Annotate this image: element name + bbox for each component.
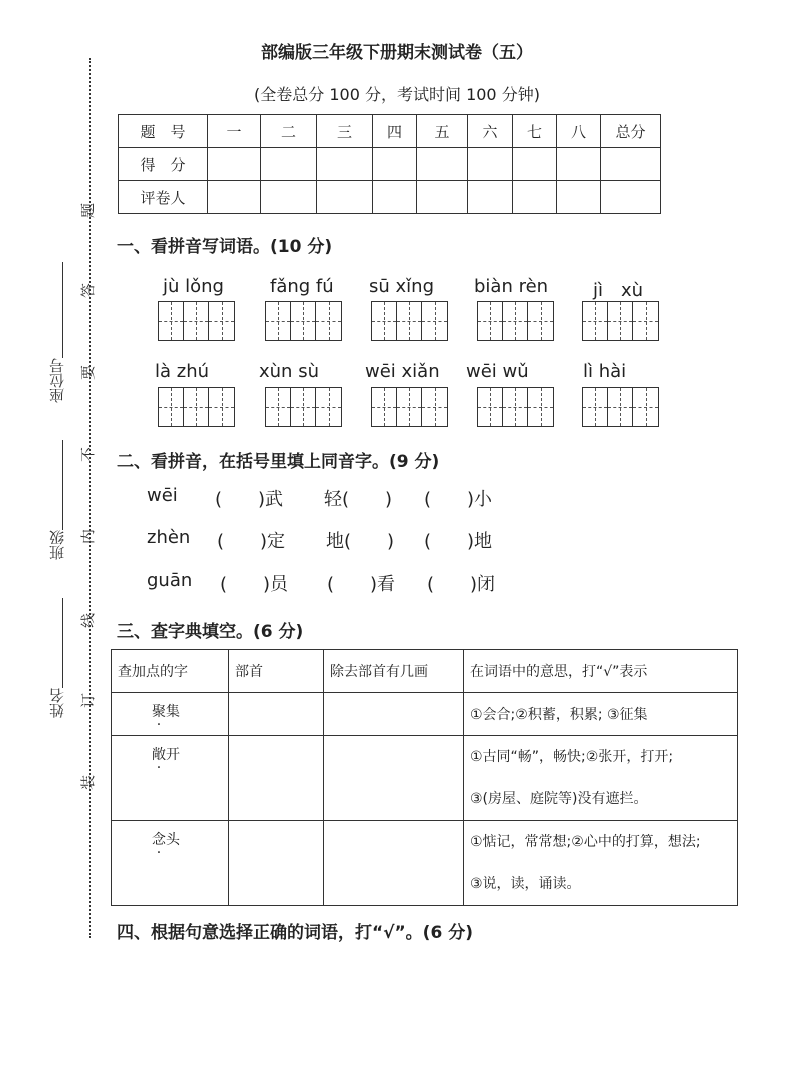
homophone-blank[interactable]: ( )定: [217, 531, 286, 552]
score-header-cell: 二: [261, 115, 317, 148]
radical-blank[interactable]: [229, 693, 324, 736]
seat-number-blank: [62, 262, 63, 358]
section2-title: 二、看拼音，在括号里填上同音字。(9 分): [117, 452, 440, 472]
score-cell[interactable]: [208, 148, 261, 181]
word-rest: 头: [166, 832, 180, 848]
score-table: [118, 114, 661, 214]
pinyin-label: sū xǐng: [369, 276, 434, 297]
page-subtitle: (全卷总分 100 分，考试时间 100 分钟): [254, 85, 540, 104]
score-row: [119, 148, 661, 181]
score-header-cell: 一: [208, 115, 261, 148]
class-label: 班级: [48, 530, 66, 560]
homophone-blank[interactable]: ( )小: [424, 489, 493, 510]
section3-title: 三、查字典填空。(6 分): [117, 622, 304, 642]
binding-char: 题: [79, 202, 98, 219]
homophone-blank[interactable]: 轻( ): [324, 489, 393, 510]
strokes-blank[interactable]: [324, 821, 464, 906]
dotted-char: 念: [152, 832, 166, 848]
writing-grid[interactable]: [582, 387, 659, 427]
radical-blank[interactable]: [229, 821, 324, 906]
pinyin-label: jù lǒng: [163, 276, 224, 297]
score-cell[interactable]: [601, 148, 661, 181]
score-cell[interactable]: [417, 148, 468, 181]
dictionary-row: [112, 693, 738, 736]
pinyin-label: biàn rèn: [474, 276, 549, 297]
writing-grid[interactable]: [158, 301, 235, 341]
pinyin-label: là zhú: [155, 361, 210, 382]
dict-meaning[interactable]: [464, 736, 738, 821]
strokes-blank[interactable]: [324, 736, 464, 821]
score-cell[interactable]: [261, 148, 317, 181]
meaning-line: ③说，读，诵读。: [470, 876, 581, 892]
homophone-blank[interactable]: ( )员: [220, 574, 289, 595]
grader-row: [119, 181, 661, 214]
grader-cell[interactable]: [261, 181, 317, 214]
pinyin-label: jì xù: [593, 280, 644, 301]
section1-title: 一、看拼音写词语。(10 分): [117, 237, 333, 257]
dictionary-row: [112, 736, 738, 821]
grader-cell[interactable]: [601, 181, 661, 214]
meaning-line: ①惦记，常常想;②心中的打算，想法;: [470, 834, 701, 850]
pinyin-label: wēi wǔ: [466, 361, 529, 382]
dict-header-cell: 部首: [229, 650, 324, 693]
word-rest: 开: [166, 747, 180, 763]
dict-header-cell: 除去部首有几画: [324, 650, 464, 693]
writing-grid[interactable]: [582, 301, 659, 341]
score-cell[interactable]: [317, 148, 373, 181]
pinyin-label: lì hài: [583, 361, 627, 382]
homophone-blank[interactable]: ( )武: [215, 489, 284, 510]
score-header-cell: 总分: [601, 115, 661, 148]
score-table-header-row: [119, 115, 661, 148]
grader-cell[interactable]: [468, 181, 513, 214]
dotted-char: 敞: [152, 747, 166, 763]
meaning-line: ③(房屋、庭院等)没有遮拦。: [470, 791, 648, 807]
dict-meaning[interactable]: [464, 821, 738, 906]
writing-grid[interactable]: [265, 387, 342, 427]
dict-header-cell: 查加点的字: [112, 650, 229, 693]
writing-grid[interactable]: [477, 387, 554, 427]
homophone-blank[interactable]: ( )看: [327, 574, 396, 595]
dotted-char: 聚: [152, 704, 166, 720]
writing-grid[interactable]: [158, 387, 235, 427]
score-header-cell: 四: [373, 115, 417, 148]
binding-char: 装: [79, 774, 98, 791]
binding-char: 线: [79, 612, 98, 629]
writing-grid[interactable]: [371, 387, 448, 427]
name-label: 姓名: [48, 688, 66, 718]
name-blank: [62, 598, 63, 688]
binding-char: 不: [79, 446, 98, 463]
pinyin-label: fǎng fú: [270, 276, 334, 297]
dict-header-cell: 在词语中的意思，打“√”表示: [464, 650, 738, 693]
score-cell[interactable]: [468, 148, 513, 181]
score-header-cell: 题 号: [119, 115, 208, 148]
score-header-cell: 三: [317, 115, 373, 148]
score-cell[interactable]: [373, 148, 417, 181]
section4-title: 四、根据句意选择正确的词语，打“√”。(6 分): [117, 923, 473, 943]
strokes-blank[interactable]: [324, 693, 464, 736]
radical-blank[interactable]: [229, 736, 324, 821]
binding-char: 订: [79, 692, 98, 709]
grader-cell[interactable]: [417, 181, 468, 214]
score-header-cell: 八: [557, 115, 601, 148]
homophone-pinyin: guān: [147, 570, 193, 591]
grader-cell[interactable]: [317, 181, 373, 214]
meaning-line: ①会合;②积蓄，积累; ③征集: [470, 707, 648, 723]
binding-char: 要: [79, 364, 98, 381]
score-header-cell: 六: [468, 115, 513, 148]
grader-cell[interactable]: [513, 181, 557, 214]
dict-word: [112, 693, 229, 736]
word-rest: 集: [166, 704, 180, 720]
dictionary-row: [112, 821, 738, 906]
dictionary-header-row: [112, 650, 738, 693]
grader-cell[interactable]: [373, 181, 417, 214]
page-title: 部编版三年级下册期末测试卷（五）: [261, 43, 533, 63]
writing-grid[interactable]: [371, 301, 448, 341]
score-header-cell: 七: [513, 115, 557, 148]
pinyin-label: wēi xiǎn: [365, 361, 440, 382]
meaning-line: ①古同“畅”，畅快;②张开，打开;: [470, 749, 674, 765]
grader-cell[interactable]: [208, 181, 261, 214]
dict-word: [112, 736, 229, 821]
dict-word: [112, 821, 229, 906]
homophone-blank[interactable]: 地( ): [326, 531, 395, 552]
binding-char: 答: [79, 282, 98, 299]
class-blank: [62, 440, 63, 530]
score-row-label: 得 分: [119, 148, 208, 181]
seat-number-label: 座位号: [48, 358, 66, 403]
writing-grid[interactable]: [265, 301, 342, 341]
homophone-blank[interactable]: ( )闭: [427, 574, 496, 595]
homophone-blank[interactable]: ( )地: [424, 531, 493, 552]
binding-char: 内: [79, 528, 98, 545]
dictionary-table: [111, 649, 738, 906]
pinyin-label: xùn sù: [259, 361, 319, 382]
homophone-pinyin: zhèn: [147, 527, 191, 548]
writing-grid[interactable]: [477, 301, 554, 341]
grader-cell[interactable]: [557, 181, 601, 214]
homophone-pinyin: wēi: [147, 485, 178, 506]
score-cell[interactable]: [513, 148, 557, 181]
score-cell[interactable]: [557, 148, 601, 181]
binding-dotted-line: [89, 58, 91, 938]
grader-row-label: 评卷人: [119, 181, 208, 214]
dict-meaning[interactable]: [464, 693, 738, 736]
score-header-cell: 五: [417, 115, 468, 148]
